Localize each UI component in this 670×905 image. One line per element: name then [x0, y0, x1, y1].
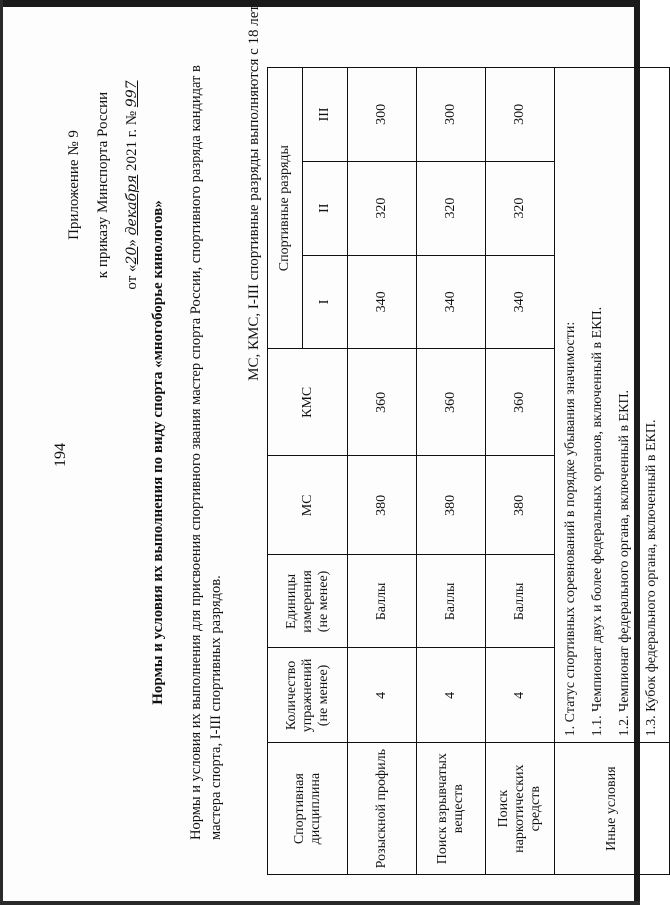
other-conditions-text: [555, 68, 670, 743]
table-caption: МС, КМС, I-III спортивные разряды выполняются с 18 лет: [246, 5, 262, 381]
header-rank-2: II: [303, 161, 348, 255]
cell-rank-3: 300: [348, 68, 417, 162]
cell-unit: Баллы: [417, 555, 486, 648]
date-month-handwritten: декабря: [124, 174, 140, 236]
cell-unit: Баллы: [486, 555, 555, 648]
cell-count: 4: [486, 648, 555, 743]
date-mid: »: [124, 239, 140, 247]
table-row: [486, 68, 555, 875]
header-count: Количество упражнений (не менее): [268, 648, 348, 743]
date-suffix: 2021 г. №: [124, 110, 140, 171]
date-day-handwritten: 20: [124, 246, 140, 265]
intro-paragraph: Нормы и условия их выполнения для присвоения спортивного звания мастер спорта России, спортивного разряда кандидат в мастера спорта, I-III спортивных разрядов.: [188, 65, 224, 840]
cell-rank-1: 340: [417, 255, 486, 349]
date-prefix: от «: [124, 264, 140, 290]
cell-rank-2: 320: [486, 161, 555, 255]
table-row: [417, 68, 486, 875]
cell-ms: 380: [348, 456, 417, 555]
cell-kms: 360: [486, 349, 555, 456]
condition-line: 1. Статус спортивных соревнований в порядке убывания значимости:: [563, 321, 578, 737]
appendix-title: Приложение № 9: [66, 130, 82, 240]
appendix-block: [60, 65, 147, 305]
header-rank-1: I: [303, 255, 348, 349]
cell-count: 4: [417, 648, 486, 743]
header-rank-3: III: [303, 68, 348, 162]
cell-rank-1: 340: [348, 255, 417, 349]
cell-ms: 380: [486, 456, 555, 555]
condition-line: 1.3. Кубок федерального органа, включенный в ЕКП.: [644, 419, 659, 737]
condition-line: 1.1. Чемпионат двух и более федеральных органов, включенный в ЕКП.: [590, 306, 605, 737]
header-kms: КМС: [268, 349, 348, 456]
cell-rank-2: 320: [417, 161, 486, 255]
cell-unit: Баллы: [348, 555, 417, 648]
table-header-row: [268, 68, 303, 875]
appendix-order-ref: к приказу Минспорта России: [95, 91, 111, 279]
header-ranks: Спортивные разряды: [268, 68, 303, 349]
other-conditions-row: [555, 68, 670, 875]
cell-discipline: Поиск наркотических средств: [486, 743, 555, 875]
header-ms: МС: [268, 456, 348, 555]
other-conditions-label: Иные условия: [555, 743, 670, 875]
cell-rank-3: 300: [486, 68, 555, 162]
document-title: Нормы и условия их выполнения по виду спорта «многоборье кинологов»: [150, 200, 166, 705]
cell-kms: 360: [417, 349, 486, 456]
cell-kms: 360: [348, 349, 417, 456]
order-number-handwritten: 997: [124, 80, 140, 108]
header-discipline: Спортивная дисциплина: [268, 743, 348, 875]
cell-rank-2: 320: [348, 161, 417, 255]
table-row: [348, 68, 417, 875]
cell-rank-3: 300: [417, 68, 486, 162]
page-number: 194: [52, 443, 69, 467]
condition-line: 1.2. Чемпионат федерального органа, включенный в ЕКП.: [617, 389, 632, 737]
norms-table: [267, 67, 670, 875]
cell-rank-1: 340: [486, 255, 555, 349]
cell-ms: 380: [417, 456, 486, 555]
appendix-date-line: [118, 65, 147, 305]
cell-count: 4: [348, 648, 417, 743]
header-unit: Единицы измерения (не менее): [268, 555, 348, 648]
cell-discipline: Поиск взрывчатых веществ: [417, 743, 486, 875]
cell-discipline: Розыскной профиль: [348, 743, 417, 875]
